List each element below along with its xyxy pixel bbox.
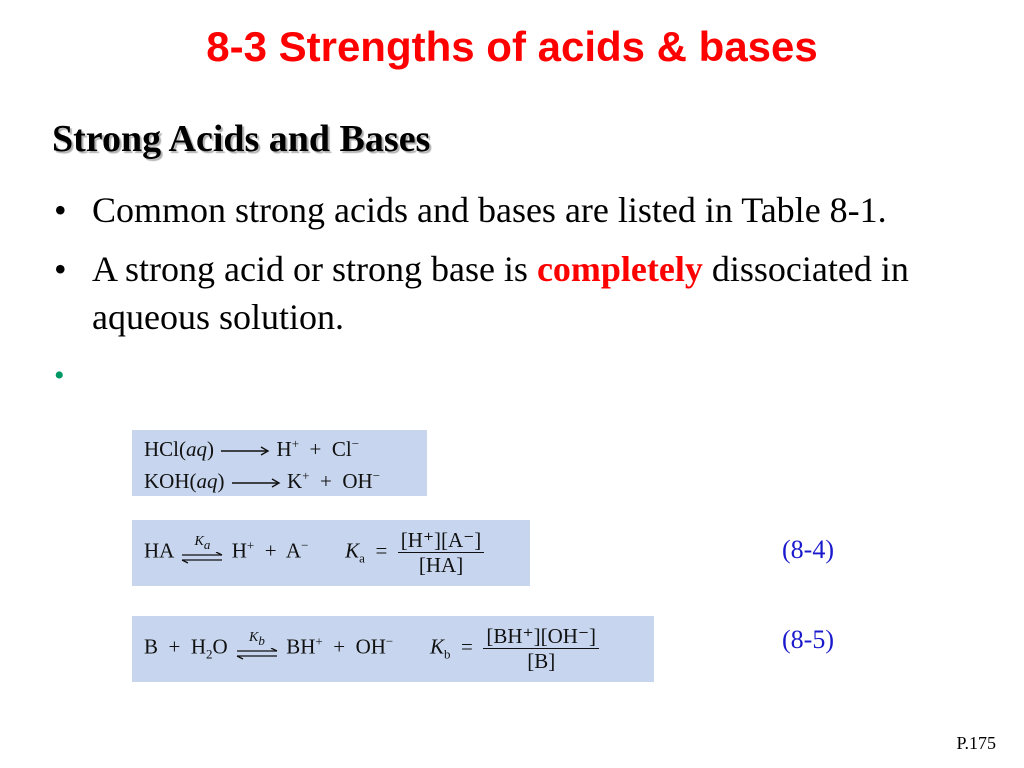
bullet-text-start: A strong acid or strong base is xyxy=(92,249,537,289)
equation-box-dissociation xyxy=(132,430,427,496)
equation-number-8-5: (8-5) xyxy=(782,625,834,654)
section-heading: Strong Acids and Bases xyxy=(52,118,431,160)
equation-number-8-4: (8-4) xyxy=(782,535,834,564)
equation-box-kb xyxy=(132,616,654,682)
ka-fraction: $\frac{[H^+][A^-]}{[HA]}$ xyxy=(398,528,484,577)
bullet-dot-icon: • xyxy=(54,190,67,230)
bullet-text-end: dissociated in aqueous solution. xyxy=(92,249,909,337)
equation-hcl: HCl(aq) H+ + Cl− xyxy=(144,436,360,461)
bullet-text: Common strong acids and bases are listed in Table 8-1. xyxy=(92,190,887,230)
equation-koh: KOH(aq) K+ + OH− xyxy=(144,468,381,493)
highlight-word: completely xyxy=(536,249,703,289)
slide-title: 8-3 Strengths of acids & bases xyxy=(206,23,818,70)
equilibrium-arrow-icon: $K_b$ xyxy=(233,634,281,664)
kb-fraction: $\frac{[BH^+][OH^-]}{[B]}$ xyxy=(483,624,599,673)
equation-base-dissociation: $B + H_2O$ $K_b$ BH+ + OH− $K_b$ = $\frac{[BH^+][OH^-]}{[B]}$ xyxy=(144,624,599,673)
equation-box-ka xyxy=(132,520,530,586)
bullet-list xyxy=(52,186,982,392)
bullet-dot-icon: • xyxy=(54,359,65,392)
bullet-item-1 xyxy=(52,186,982,234)
bullet-dot-icon: • xyxy=(54,249,67,289)
equilibrium-arrow-icon: $K_a$ xyxy=(178,538,226,568)
bullet-item-2 xyxy=(52,245,982,341)
equation-acid-dissociation: HA $K_a$ H+ + A− $K_a$ = $\frac{[H^+][A^-]}{[HA]}$ xyxy=(144,528,484,577)
reaction-arrow-icon xyxy=(219,445,271,457)
reaction-arrow-icon xyxy=(230,477,282,489)
page-number: P.175 xyxy=(956,733,996,753)
